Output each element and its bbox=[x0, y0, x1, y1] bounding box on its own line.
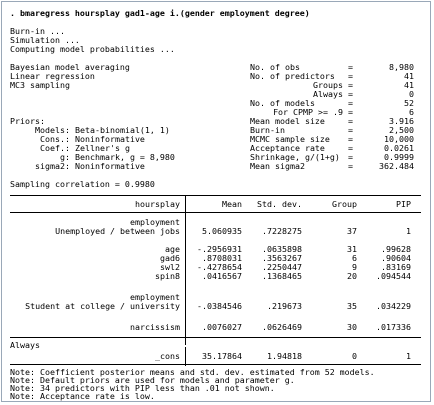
progress-line: Computing model probabilities ... bbox=[10, 44, 175, 54]
note-line: Note: 34 predictors with PIP less than .01 not shown. bbox=[10, 383, 275, 393]
sd-cell: .1368465 bbox=[262, 271, 302, 281]
model-type-line: Linear regression bbox=[10, 71, 95, 81]
group-cell: 6 bbox=[352, 253, 357, 263]
mean-cell: .0076027 bbox=[202, 322, 242, 332]
mean-cell: -.4278654 bbox=[197, 262, 242, 272]
stat-eq: = bbox=[348, 71, 353, 81]
stat-value: 2,500 bbox=[389, 125, 414, 135]
stat-eq: = bbox=[348, 134, 353, 144]
group-cell: 20 bbox=[347, 271, 357, 281]
table-divider bbox=[185, 195, 186, 345]
sampling-correlation: Sampling correlation = 0.9980 bbox=[10, 179, 155, 189]
stat-eq: = bbox=[348, 143, 353, 153]
stat-eq: = bbox=[348, 80, 353, 90]
stat-eq: = bbox=[348, 107, 353, 117]
column-header: Mean bbox=[222, 199, 242, 209]
stat-label: Groups bbox=[313, 80, 343, 90]
stat-value: 0.0261 bbox=[384, 143, 414, 153]
stat-eq: = bbox=[348, 116, 353, 126]
always-heading: Always bbox=[10, 340, 40, 350]
stat-label: Shrinkage, g/(1+g) bbox=[250, 152, 340, 162]
factor-heading: employment bbox=[130, 292, 180, 302]
stat-label: Mean sigma2 bbox=[250, 161, 305, 171]
prior-label: Models: bbox=[35, 125, 70, 135]
dependent-variable: hoursplay bbox=[135, 199, 180, 209]
stat-value: 6 bbox=[409, 107, 414, 117]
row-label: Unemployed / between jobs bbox=[55, 226, 180, 236]
table-section-rule bbox=[10, 337, 421, 338]
mean-cell: -.0384546 bbox=[197, 301, 242, 311]
group-cell: 30 bbox=[347, 322, 357, 332]
row-label: swl2 bbox=[160, 262, 180, 272]
note-line: Note: Coefficient posterior means and std. dev. estimated from 52 models. bbox=[10, 367, 375, 377]
stat-value: 0 bbox=[409, 89, 414, 99]
mean-cell: .8708031 bbox=[202, 253, 242, 263]
group-cell: 31 bbox=[347, 244, 357, 254]
progress-line: Burn-in ... bbox=[10, 26, 65, 36]
model-type-line: MC3 sampling bbox=[10, 80, 70, 90]
prior-value: Beta-binomial(1, 1) bbox=[75, 125, 170, 135]
note-line: Note: Acceptance rate is low. bbox=[10, 391, 155, 401]
group-cell: 0 bbox=[352, 351, 357, 361]
mean-cell: -.2956931 bbox=[197, 244, 242, 254]
stat-value: 41 bbox=[404, 71, 414, 81]
prior-label: Coef.: bbox=[40, 143, 70, 153]
note-line: Note: Default priors are used for models and parameter g. bbox=[10, 375, 295, 385]
factor-heading: employment bbox=[130, 217, 180, 227]
stat-eq: = bbox=[348, 152, 353, 162]
pip-cell: .99628 bbox=[381, 244, 411, 254]
column-header: Std. dev. bbox=[257, 199, 302, 209]
stat-value: 3.916 bbox=[389, 116, 414, 126]
mean-cell: 5.060935 bbox=[202, 226, 242, 236]
stat-label: Burn-in bbox=[250, 125, 285, 135]
row-label: spin8 bbox=[155, 271, 180, 281]
prior-label: sigma2: bbox=[35, 161, 70, 171]
prior-value: Benchmark, g = 8,980 bbox=[75, 152, 175, 162]
prior-label: Cons.: bbox=[40, 134, 70, 144]
stat-label: Mean model size bbox=[250, 116, 325, 126]
group-cell: 37 bbox=[347, 226, 357, 236]
stat-value: 52 bbox=[404, 98, 414, 108]
stat-label: No. of obs bbox=[250, 62, 300, 72]
table-bottom-rule bbox=[10, 364, 421, 365]
sd-cell: .2250447 bbox=[262, 262, 302, 272]
sd-cell: .3563267 bbox=[262, 253, 302, 263]
sd-cell: .219673 bbox=[267, 301, 302, 311]
stat-label: Always bbox=[313, 89, 343, 99]
sd-cell: .0626469 bbox=[262, 322, 302, 332]
stat-value: 362.484 bbox=[379, 161, 414, 171]
model-type-line: Bayesian model averaging bbox=[10, 62, 130, 72]
stat-label: No. of models bbox=[250, 98, 315, 108]
results-window bbox=[1, 1, 431, 402]
stat-label: Acceptance rate bbox=[250, 143, 325, 153]
stat-eq: = bbox=[348, 98, 353, 108]
progress-line: Simulation ... bbox=[10, 35, 80, 45]
row-label: _cons bbox=[155, 351, 180, 361]
prior-label: g: bbox=[60, 152, 70, 162]
stat-eq: = bbox=[348, 125, 353, 135]
mean-cell: 35.17864 bbox=[202, 351, 242, 361]
pip-cell: .90604 bbox=[381, 253, 411, 263]
stat-label: For CPMP >= .9 bbox=[273, 107, 343, 117]
stat-value: 41 bbox=[404, 80, 414, 90]
stat-value: 0.9999 bbox=[384, 152, 414, 162]
command-line: . bmaregress hoursplay gad1-age i.(gender employment degree) bbox=[10, 8, 310, 18]
pip-cell: .094544 bbox=[376, 271, 411, 281]
priors-heading: Priors: bbox=[10, 116, 45, 126]
prior-value: Noninformative bbox=[75, 161, 145, 171]
prior-value: Zellner's g bbox=[75, 143, 130, 153]
stat-value: 10,000 bbox=[384, 134, 414, 144]
pip-cell: .83169 bbox=[381, 262, 411, 272]
pip-cell: .017336 bbox=[376, 322, 411, 332]
pip-cell: 1 bbox=[406, 226, 411, 236]
stat-value: 8,980 bbox=[389, 62, 414, 72]
stat-eq: = bbox=[348, 89, 353, 99]
column-header: PIP bbox=[396, 199, 411, 209]
table-header-rule bbox=[10, 212, 421, 213]
table-top-rule bbox=[10, 195, 421, 196]
stat-eq: = bbox=[348, 62, 353, 72]
pip-cell: .034229 bbox=[376, 301, 411, 311]
row-label: Student at college / university bbox=[25, 301, 180, 311]
sd-cell: 1.94818 bbox=[267, 351, 302, 361]
group-cell: 9 bbox=[352, 262, 357, 272]
stat-label: No. of predictors bbox=[250, 71, 335, 81]
stat-label: MCMC sample size bbox=[250, 134, 330, 144]
group-cell: 35 bbox=[347, 301, 357, 311]
mean-cell: .0416567 bbox=[202, 271, 242, 281]
pip-cell: 1 bbox=[406, 351, 411, 361]
sd-cell: .0635898 bbox=[262, 244, 302, 254]
stat-eq: = bbox=[348, 161, 353, 171]
prior-value: Noninformative bbox=[75, 134, 145, 144]
column-header: Group bbox=[332, 199, 357, 209]
row-label: age bbox=[165, 244, 180, 254]
row-label: narcissism bbox=[130, 322, 180, 332]
sd-cell: .7228275 bbox=[262, 226, 302, 236]
row-label: gad6 bbox=[160, 253, 180, 263]
